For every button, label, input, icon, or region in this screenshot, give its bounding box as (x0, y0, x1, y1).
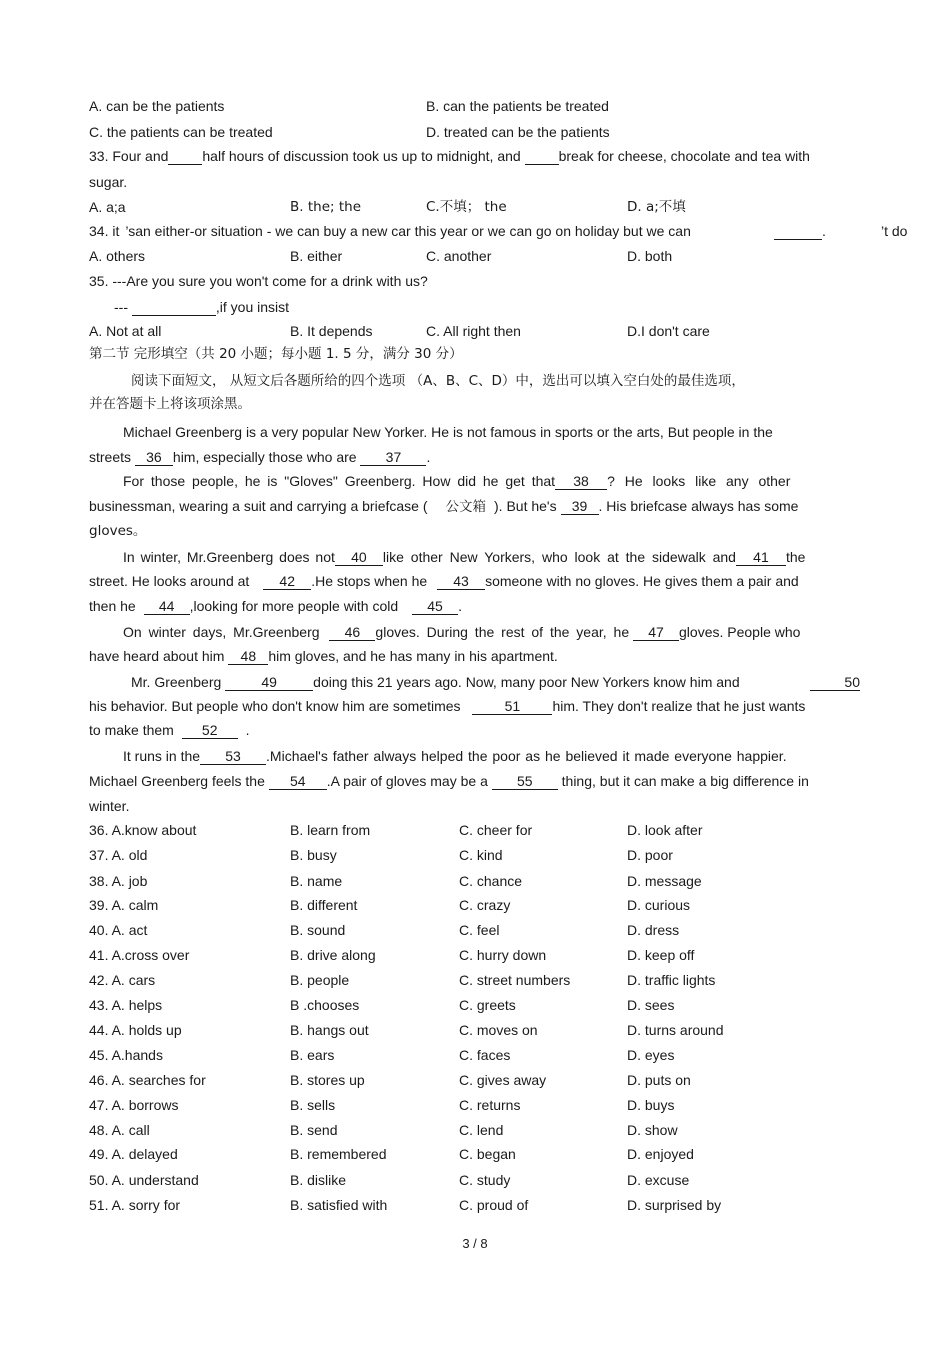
option-40-d: D. dress (627, 922, 680, 938)
option-44-d: D. turns around (627, 1022, 724, 1038)
passage-p3-line2: street. He looks around at 42 .He stops when he 43 someone with no gloves. He gives them a pair and (89, 573, 799, 589)
blank (525, 149, 559, 165)
passage-p2-line3: gloves。 (89, 523, 147, 539)
option-45-d: D. eyes (627, 1047, 675, 1063)
q35-option-c: C. All right then (426, 323, 521, 339)
blank-50: 50 (810, 675, 860, 691)
option-37-d: D. poor (627, 847, 673, 863)
option-48-c: C. lend (459, 1122, 504, 1138)
option-44-b: B. hangs out (290, 1022, 369, 1038)
q32-option-b: B. can the patients be treated (426, 98, 609, 114)
option-45-a: 45. A.hands (89, 1047, 163, 1063)
option-46-d: D. puts on (627, 1072, 691, 1088)
passage-p1-line2: streets 36 him, especially those who are 37 . (89, 449, 431, 465)
passage-p3-line1: In winter, Mr.Greenberg does not 40 like other New Yorkers, who look at the sidewalk and 41 the (123, 549, 806, 565)
section-instruction: 阅读下面短文， 从短文后各题所给的四个选项 （A、B、C、D）中，选出可以填入空白处的最佳选项， (131, 373, 745, 389)
option-41-c: C. hurry down (459, 947, 547, 963)
q33-option-d: D. a;不填 (627, 199, 686, 215)
blank-37: 37 (360, 450, 426, 466)
passage-p5-line3: to make them 52 . (89, 722, 250, 738)
option-51-b: B. satisfied with (290, 1197, 388, 1213)
blank-47: 47 (633, 625, 679, 641)
option-41-d: D. keep off (627, 947, 695, 963)
passage-p5-line2: his behavior. But people who don't know him are sometimes 51 him. They don't realize that he just wants (89, 698, 806, 714)
option-40-a: 40. A. act (89, 922, 148, 938)
blank-51: 51 (472, 699, 552, 715)
q34-option-d: D. both (627, 248, 673, 264)
passage-p2-line2: businessman, wearing a suit and carrying a briefcase ( 公文箱 ). But he's 39 . His briefcase always has some (89, 498, 799, 515)
option-50-d: D. excuse (627, 1172, 690, 1188)
section-instruction-cont: 并在答题卡上将该项涂黑。 (89, 396, 251, 412)
option-44-c: C. moves on (459, 1022, 538, 1038)
option-41-a: 41. A.cross over (89, 947, 190, 963)
page-number: 3 / 8 (462, 1236, 488, 1251)
option-42-c: C. street numbers (459, 972, 571, 988)
passage-p4-line1: On winter days, Mr.Greenberg 46 gloves. During the rest of the year, he 47 gloves. People who (123, 624, 801, 640)
option-47-a: 47. A. borrows (89, 1097, 179, 1113)
option-46-b: B. stores up (290, 1072, 365, 1088)
passage-p5-blank50 (810, 673, 860, 691)
option-42-b: B. people (290, 972, 350, 988)
q34-option-a: A. others (89, 248, 146, 264)
option-45-c: C. faces (459, 1047, 511, 1063)
option-37-a: 37. A. old (89, 847, 148, 863)
blank-40: 40 (335, 550, 383, 566)
passage-p2-line1: For those people, he is "Gloves" Greenberg. How did he get that 38 ? He looks like any other (123, 473, 791, 489)
option-47-c: C. returns (459, 1097, 521, 1113)
blank-43: 43 (437, 574, 485, 590)
option-37-b: B. busy (290, 847, 337, 863)
option-41-b: B. drive along (290, 947, 376, 963)
passage-p4-line2: have heard about him 48 him gloves, and he has many in his apartment. (89, 648, 558, 664)
blank-53: 53 (200, 749, 266, 765)
blank-55: 55 (492, 774, 558, 790)
blank-46: 46 (329, 625, 375, 641)
option-43-c: C. greets (459, 997, 516, 1013)
option-38-b: B. name (290, 873, 343, 889)
option-45-b: B. ears (290, 1047, 335, 1063)
q33-option-a: A. a;a (89, 199, 126, 215)
q33-option-c: C.不填； the (426, 199, 507, 215)
q34-blank: . (774, 222, 826, 240)
option-39-d: D. curious (627, 897, 691, 913)
q34-stem-start: 34. it ’san either-or situation - we can buy a new car this year or we can go on holiday but we can (89, 223, 691, 239)
q33-option-b: B. the; the (290, 199, 361, 215)
passage-p6-line3: winter. (89, 798, 130, 814)
q35-stem: 35. ---Are you sure you won't come for a drink with us? (89, 273, 428, 289)
q34-stem-end: ’t do (881, 223, 908, 239)
blank-48: 48 (228, 649, 268, 665)
option-36-c: C. cheer for (459, 822, 533, 838)
blank-44: 44 (144, 599, 190, 615)
q33-stem: 33. Four and half hours of discussion took us up to midnight, and break for cheese, chocolate and tea with (89, 148, 810, 164)
option-47-d: D. buys (627, 1097, 675, 1113)
blank (132, 300, 216, 316)
option-51-c: C. proud of (459, 1197, 529, 1213)
option-37-c: C. kind (459, 847, 503, 863)
option-48-b: B. send (290, 1122, 338, 1138)
passage-p5-line1: Mr. Greenberg 49 doing this 21 years ago. Now, many poor New Yorkers know him and (131, 674, 740, 690)
option-49-d: D. enjoyed (627, 1146, 694, 1162)
blank-49: 49 (225, 675, 313, 691)
option-43-d: D. sees (627, 997, 675, 1013)
passage-p1-line1: Michael Greenberg is a very popular New Yorker. He is not famous in sports or the arts, But people in the (123, 424, 773, 440)
q32-option-c: C. the patients can be treated (89, 124, 273, 140)
option-39-b: B. different (290, 897, 358, 913)
q33-stem-end: sugar. (89, 174, 128, 190)
option-48-d: D. show (627, 1122, 678, 1138)
option-38-a: 38. A. job (89, 873, 148, 889)
option-44-a: 44. A. holds up (89, 1022, 182, 1038)
blank (168, 149, 202, 165)
q35-option-b: B. It depends (290, 323, 373, 339)
option-43-a: 43. A. helps (89, 997, 163, 1013)
blank-39: 39 (561, 499, 599, 515)
option-36-d: D. look after (627, 822, 703, 838)
option-50-a: 50. A. understand (89, 1172, 199, 1188)
option-46-c: C. gives away (459, 1072, 547, 1088)
option-38-c: C. chance (459, 873, 523, 889)
blank-41: 41 (736, 550, 786, 566)
blank-45: 45 (412, 599, 458, 615)
option-43-b: B .chooses (290, 997, 360, 1013)
passage-p6-line2: Michael Greenberg feels the 54 .A pair of gloves may be a 55 thing, but it can make a big difference in (89, 773, 809, 789)
q32-option-a: A. can be the patients (89, 98, 225, 114)
option-49-a: 49. A. delayed (89, 1146, 178, 1162)
option-40-b: B. sound (290, 922, 346, 938)
option-49-b: B. remembered (290, 1146, 387, 1162)
blank-54: 54 (269, 774, 327, 790)
blank-52: 52 (182, 723, 238, 739)
option-46-a: 46. A. searches for (89, 1072, 206, 1088)
q32-option-d: D. treated can be the patients (426, 124, 610, 140)
passage-p6-line1: It runs in the 53 .Michael's father always helped the poor as he believed it made everyone happier. (123, 748, 787, 764)
option-49-c: C. began (459, 1146, 516, 1162)
q34-option-b: B. either (290, 248, 343, 264)
option-42-a: 42. A. cars (89, 972, 156, 988)
q35-option-d: D.I don't care (627, 323, 710, 339)
option-48-a: 48. A. call (89, 1122, 150, 1138)
q35-option-a: A. Not at all (89, 323, 162, 339)
blank-38: 38 (555, 474, 607, 490)
option-36-b: B. learn from (290, 822, 371, 838)
q35-reply: --- ,if you insist (114, 299, 290, 315)
option-36-a: 36. A.know about (89, 822, 197, 838)
option-38-d: D. message (627, 873, 702, 889)
option-39-a: 39. A. calm (89, 897, 159, 913)
option-51-a: 51. A. sorry for (89, 1197, 181, 1213)
option-39-c: C. crazy (459, 897, 511, 913)
option-50-b: B. dislike (290, 1172, 347, 1188)
blank-42: 42 (263, 574, 311, 590)
option-51-d: D. surprised by (627, 1197, 722, 1213)
q34-option-c: C. another (426, 248, 492, 264)
passage-p3-line3: then he 44 ,looking for more people with cold 45 . (89, 598, 462, 614)
blank-36: 36 (135, 450, 173, 466)
option-50-c: C. study (459, 1172, 511, 1188)
option-47-b: B. sells (290, 1097, 336, 1113)
option-40-c: C. feel (459, 922, 500, 938)
section-title: 第二节 完形填空（共 20 小题；每小题 1. 5 分，满分 30 分） (89, 346, 463, 362)
option-42-d: D. traffic lights (627, 972, 716, 988)
